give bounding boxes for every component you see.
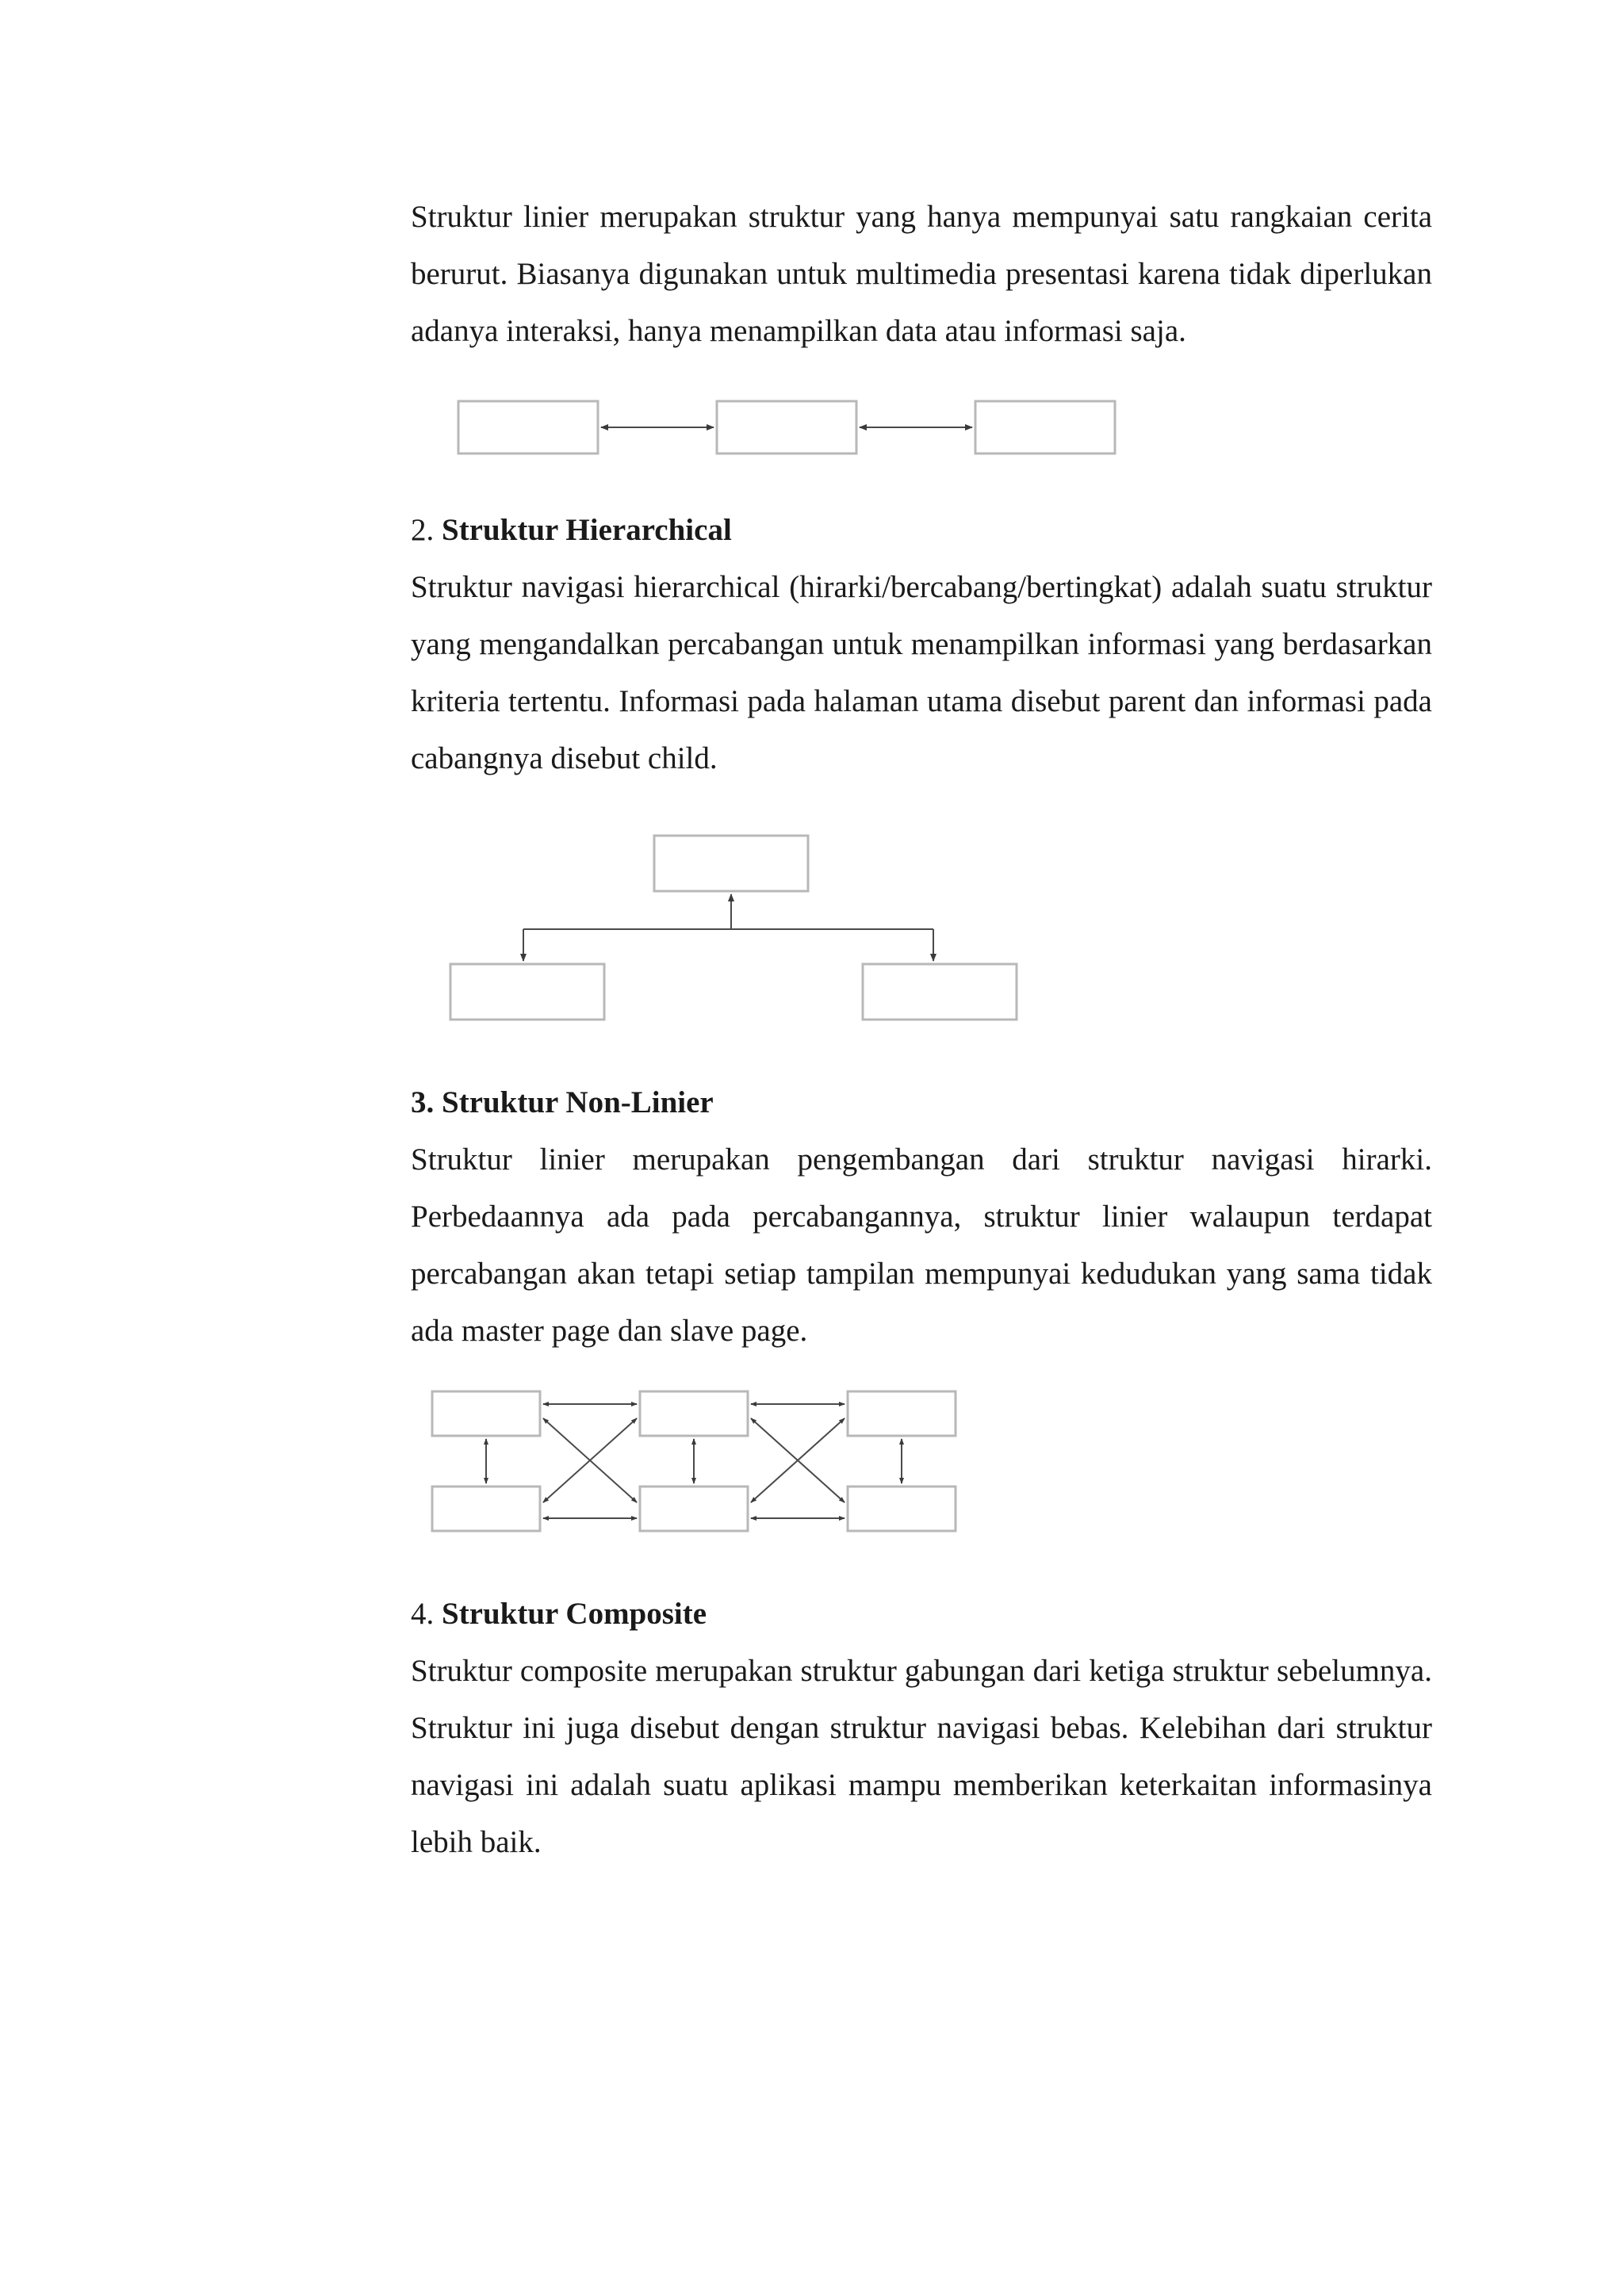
nonlinear-box-bottom-3 — [848, 1487, 956, 1531]
hierarchy-child-box-right — [863, 964, 1017, 1020]
hierarchy-parent-box — [654, 836, 808, 891]
nonlinear-box-top-2 — [640, 1391, 748, 1436]
nonlinear-heading — [411, 1074, 1432, 1131]
nonlinear-box-top-3 — [848, 1391, 956, 1436]
nonlinear-structure-diagram — [424, 1383, 979, 1542]
nonlinear-box-top-1 — [432, 1391, 540, 1436]
hierarchical-paragraph: Struktur navigasi hierarchical (hirarki/bercabang/bertingkat) adalah suatu struktur yang mengandalkan percabangan untuk menampilkan informasi yang berdasarkan kriteria tertentu. Informasi pada halaman utama disebut parent dan informasi pada cabangnya disebut child. — [411, 570, 1432, 775]
nonlinear-box-bottom-2 — [640, 1487, 748, 1531]
hierarchy-child-box-left — [450, 964, 604, 1020]
linear-box-2 — [717, 401, 856, 453]
linear-box-1 — [458, 401, 598, 453]
linear-structure-diagram — [444, 388, 1126, 468]
hierarchical-number: 2. — [411, 513, 435, 547]
composite-number: 4. — [411, 1597, 435, 1631]
nonlinear-title: 3. Struktur Non-Linier — [411, 1085, 714, 1119]
nonlinear-box-bottom-1 — [432, 1487, 540, 1531]
linear-box-3 — [975, 401, 1115, 453]
hierarchical-structure-diagram — [444, 825, 1047, 1031]
composite-title: Struktur Composite — [442, 1597, 707, 1631]
hierarchical-heading — [411, 502, 1432, 559]
composite-heading — [411, 1586, 1432, 1643]
linear-paragraph: Struktur linier merupakan struktur yang hanya mempunyai satu rangkaian cerita berurut. Biasanya digunakan untuk multimedia presentasi karena tidak diperlukan adanya interaksi, hanya menampilkan data atau informasi saja. — [411, 200, 1432, 348]
nonlinear-paragraph: Struktur linier merupakan pengembangan dari struktur navigasi hirarki. Perbedaannya ada pada percabangannya, struktur linier walaupun terdapat percabangan akan tetapi setiap tampilan mempunyai kedudukan yang sama tidak ada master page dan slave page. — [411, 1142, 1432, 1348]
hierarchical-title: Struktur Hierarchical — [442, 513, 732, 547]
composite-paragraph: Struktur composite merupakan struktur gabungan dari ketiga struktur sebelumnya. Struktur ini juga disebut dengan struktur navigasi bebas. Kelebihan dari struktur navigasi ini adalah suatu aplikasi mampu memberikan keterkaitan informasinya lebih baik. — [411, 1654, 1432, 1859]
